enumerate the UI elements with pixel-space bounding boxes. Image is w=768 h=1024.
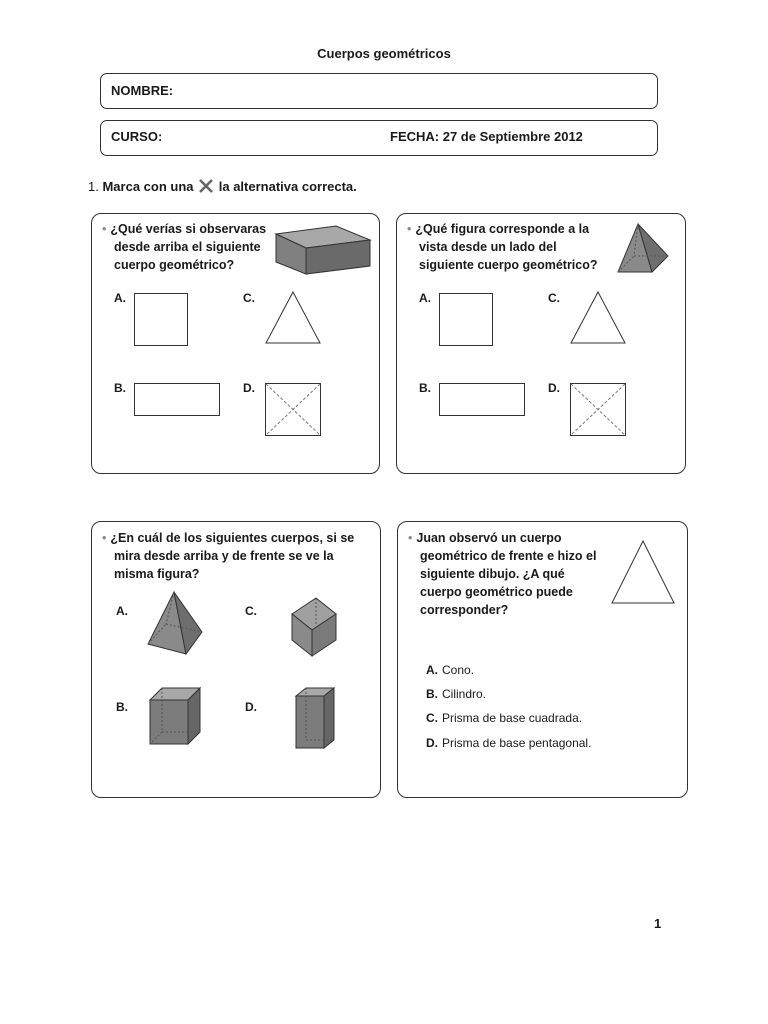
date-label: FECHA: 27 de Septiembre 2012 — [390, 129, 583, 144]
instruction-number: 1. — [88, 179, 99, 194]
course-date-field[interactable] — [100, 120, 658, 156]
q2-option-a-label: A. — [419, 291, 431, 305]
q1-option-b-rectangle[interactable] — [134, 383, 220, 416]
q3-option-c-label: C. — [245, 604, 257, 618]
instruction — [88, 179, 357, 194]
name-field[interactable] — [100, 73, 658, 109]
q3-option-c-triangular-prism[interactable] — [290, 596, 340, 658]
rectangular-prism-figure — [272, 220, 372, 276]
question-4-text: • Juan observó un cuerpo geométrico de frente e hizo el siguiente dibujo. ¿A qué cuerpo geométrico puede corresponder? — [408, 531, 597, 617]
q2-option-c-triangle[interactable] — [570, 291, 626, 344]
course-label: CURSO: — [111, 129, 163, 144]
instruction-text-after: la alternativa correcta. — [218, 179, 357, 194]
page-number: 1 — [654, 916, 662, 931]
q3-option-b-cube[interactable] — [148, 686, 202, 746]
q1-option-b-label: B. — [114, 381, 126, 395]
q1-option-d-square-with-diagonals[interactable] — [265, 383, 321, 436]
q1-option-c-label: C. — [243, 291, 255, 305]
question-1-text: • ¿Qué verías si observaras desde arriba el siguiente cuerpo geométrico? — [102, 222, 267, 272]
name-label: NOMBRE: — [111, 83, 174, 98]
q4-answer-c[interactable]: C. Prisma de base cuadrada. — [426, 711, 583, 725]
q4-answer-b[interactable]: B. Cilindro. — [426, 687, 487, 701]
q3-option-b-label: B. — [116, 700, 128, 714]
q2-option-a-square[interactable] — [439, 293, 493, 346]
question-3-text: • ¿En cuál de los siguientes cuerpos, si se mira desde arriba y de frente se ve la misma figura? — [102, 531, 355, 581]
q2-option-d-label: D. — [548, 381, 560, 395]
question-2-text: • ¿Qué figura corresponde a la vista desde un lado del siguiente cuerpo geométrico? — [407, 222, 598, 272]
q3-option-d-label: D. — [245, 700, 257, 714]
cross-mark-icon — [199, 179, 213, 193]
square-pyramid-figure — [614, 222, 672, 274]
q4-answer-d[interactable]: D. Prisma de base pentagonal. — [426, 736, 592, 750]
q2-option-c-label: C. — [548, 291, 560, 305]
q1-option-d-label: D. — [243, 381, 255, 395]
q2-option-d-square-with-diagonals[interactable] — [570, 383, 626, 436]
q1-option-a-label: A. — [114, 291, 126, 305]
q2-option-b-rectangle[interactable] — [439, 383, 525, 416]
q1-option-c-triangle[interactable] — [265, 291, 321, 344]
front-view-triangle-drawing — [611, 540, 675, 604]
q3-option-d-square-prism[interactable] — [294, 686, 336, 750]
q4-answer-a[interactable]: A. Cono. — [426, 663, 475, 677]
q2-option-b-label: B. — [419, 381, 431, 395]
page-title: Cuerpos geométricos — [317, 46, 451, 61]
q3-option-a-pyramid[interactable] — [146, 590, 204, 656]
instruction-text-before: Marca con una — [102, 179, 194, 194]
q3-option-a-label: A. — [116, 604, 128, 618]
q1-option-a-square[interactable] — [134, 293, 188, 346]
